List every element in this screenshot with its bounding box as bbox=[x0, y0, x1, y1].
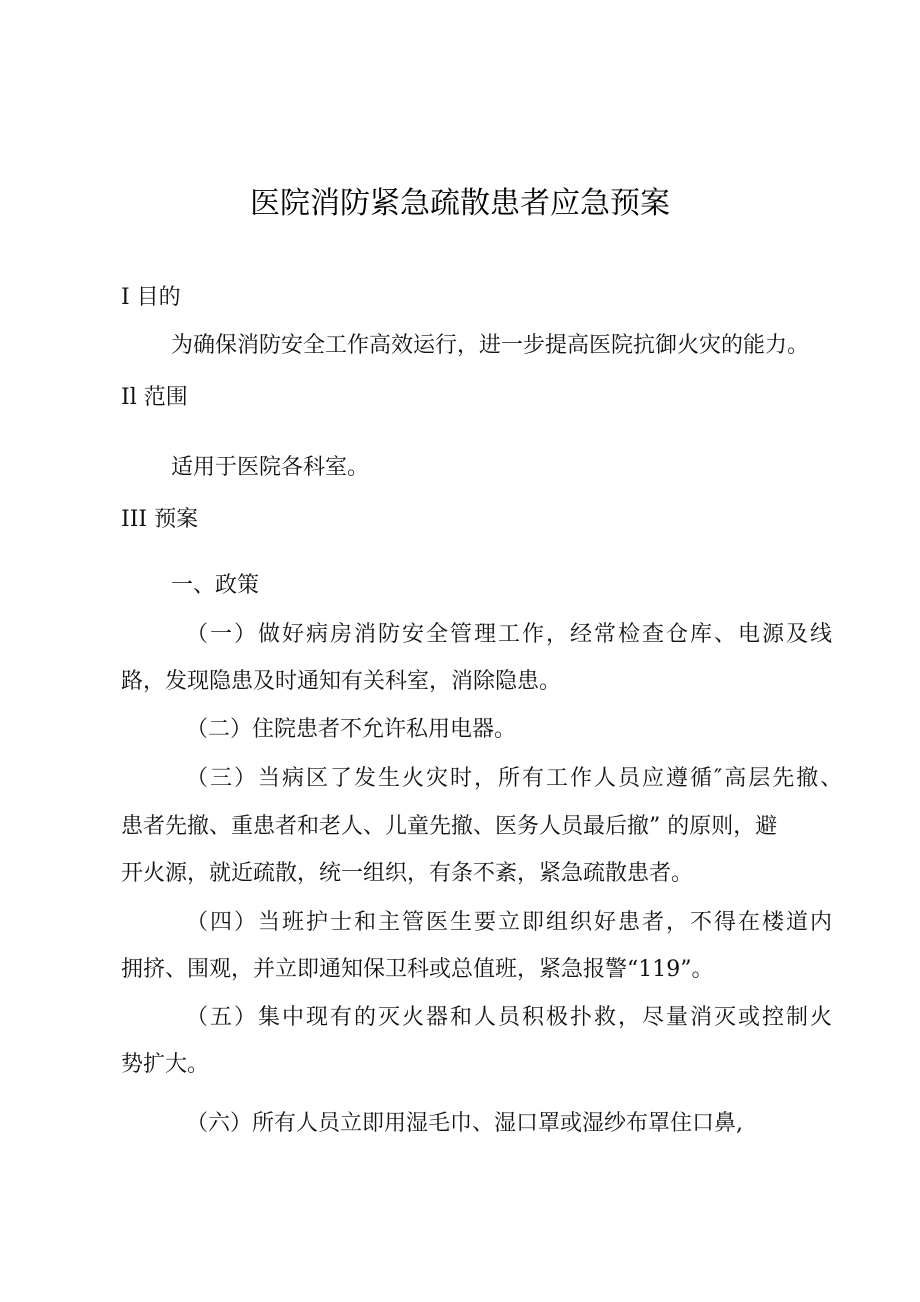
item-5-line-2: 势扩大。 bbox=[121, 1052, 210, 1077]
item-3-line-3: 开火源，就近疏散，统一组织，有条不紊，紧急疏散患者。 bbox=[121, 861, 694, 886]
sub-heading-policy: 一、政策 bbox=[171, 573, 260, 598]
item-5-line-1: （五）集中现有的灭火器和人员积极扑救，尽量消灭或控制火 bbox=[186, 1005, 835, 1030]
item-1-line-1: （一）做好病房消防安全管理工作，经常检查仓库、电源及线 bbox=[186, 622, 835, 647]
section-body-scope: 适用于医院各科室。 bbox=[171, 455, 370, 480]
section-heading-scope: Il 范围 bbox=[121, 385, 188, 410]
item-3-line-2: 患者先撤、重患者和老人、儿童先撤、医务人员最后撤” 的原则，避 bbox=[121, 814, 778, 839]
item-2-line-1: （二）住院患者不允许私用电器。 bbox=[186, 717, 517, 742]
section-body-purpose: 为确保消防安全工作高效运行，进一步提高医院抗御火灾的能力。 bbox=[171, 333, 810, 358]
item-6-line-1: （六）所有人员立即用湿毛巾、湿口罩或湿纱布罩住口鼻, bbox=[186, 1111, 743, 1136]
item-3-line-1: （三）当病区了发生火灾时，所有工作人员应遵循″高层先撤、 bbox=[186, 766, 845, 791]
item-4-line-1: （四）当班护士和主管医生要立即组织好患者，不得在楼道内 bbox=[186, 910, 835, 935]
item-4-line-2: 拥挤、围观，并立即通知保卫科或总值班，紧急报警“119”。 bbox=[121, 957, 714, 982]
document-title: 医院消防紧急疏散患者应急预案 bbox=[250, 186, 670, 221]
section-heading-plan: III 预案 bbox=[121, 507, 199, 532]
section-heading-purpose: I 目的 bbox=[121, 285, 181, 310]
item-1-line-2: 路，发现隐患及时通知有关科室，消除隐患。 bbox=[121, 669, 562, 694]
